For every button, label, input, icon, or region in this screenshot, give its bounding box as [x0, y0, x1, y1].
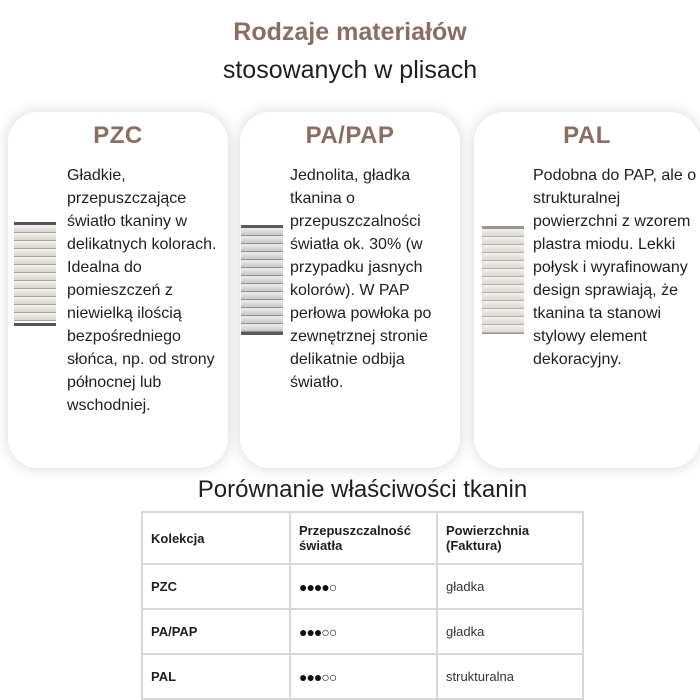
table-row [142, 564, 583, 609]
row-light-rating: ●●●●○ [290, 564, 437, 609]
card-pa-pap [240, 112, 460, 468]
page-title: Rodzaje materiałów [233, 18, 467, 46]
row-surface: gładka [437, 564, 583, 609]
card-text-pal: Podobna do PAP, ale o strukturalnej powierzchni z wzorem plastra miodu. Lekki połysk i wyrafinowany design sprawiają, że tkanina ta stanowi stylowy element dekoracyjny. [533, 167, 697, 368]
header-collection: Kolekcja [142, 512, 290, 564]
row-light-rating: ●●●○○ [290, 609, 437, 654]
row-collection: PA/PAP [142, 609, 290, 654]
card-pal [474, 112, 700, 468]
header-surface: Powierzchnia (Faktura) [437, 512, 583, 564]
table-row [142, 609, 583, 654]
row-collection: PZC [142, 564, 290, 609]
page-subtitle: stosowanych w plisach [222, 56, 478, 84]
card-title-pal: PAL [563, 122, 611, 149]
card-text-pzc: Gładkie, przepuszczające światło tkaniny w delikatnych kolorach. Idealna do pomieszczeń z niewielką ilością bezpośredniego słońca, np. od strony północnej lub wschodniej. [67, 167, 217, 414]
comparison-table [141, 511, 584, 700]
card-title-pa-pap: PA/PAP [305, 122, 395, 149]
row-surface: gładka [437, 609, 583, 654]
table-header-row [142, 512, 583, 564]
card-text-pa-pap: Jednolita, gładka tkanina o przepuszczalności światła ok. 30% (w przypadku jasnych kolorów). W PAP perłowa powłoka po zewnętrznej stronie delikatnie odbija światło. [290, 167, 432, 391]
card-pzc [8, 112, 228, 468]
row-light-rating: ●●●○○ [290, 654, 437, 699]
card-title-pzc: PZC [93, 122, 143, 149]
pal-blind-swatch [482, 226, 524, 334]
header-light: Przepuszczalność światła [290, 512, 437, 564]
table-row [142, 654, 583, 699]
row-surface: strukturalna [437, 654, 583, 699]
comparison-title: Porównanie właściwości tkanin [197, 476, 528, 503]
pzc-blind-swatch [14, 222, 56, 326]
pa-pap-blind-swatch [241, 225, 283, 335]
row-collection: PAL [142, 654, 290, 699]
